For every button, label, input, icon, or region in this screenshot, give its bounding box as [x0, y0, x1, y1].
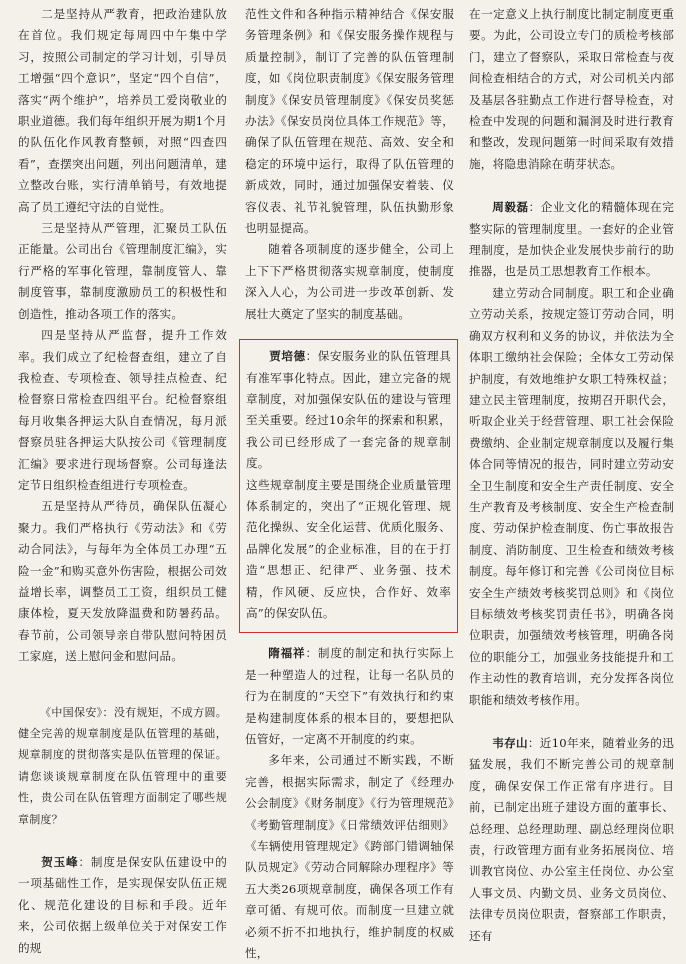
interview-question	[18, 702, 227, 830]
column-right	[469, 4, 674, 947]
paragraph: 在一定意义上执行制度比制定制度更重要。为此，公司设立专门的质检考核部门，建立了督察队，采取日常检查与夜间检查相结合的方式，对公司机关内部及基层各驻勤点工作进行督导检查，对检查中发现的问题和漏洞及时进行教育和整改，发现问题第一时间采取有效措施，将隐患消除在萌芽状态。	[469, 7, 674, 171]
speaker-name: 周毅磊	[492, 200, 529, 215]
paragraph: 三是坚持从严管理，汇聚员工队伍正能量。公司出台《管理制度汇编》，实行严格的军事化管理，靠制度管人、靠制度管事，靠制度激励员工的积极性和创造性，推动各项工作的落实。	[18, 221, 227, 321]
highlight-box	[239, 339, 458, 633]
paragraph: 随着各项制度的逐步健全，公司上上下下严格贯彻落实规章制度，使制度深入人心，为公司进一步改革创新、发展壮大奠定了坚实的制度基础。	[245, 242, 454, 321]
answer-text: ：制度是保安队伍建设中的一项基础性工作，是实现保安队伍正规化、规范化建设的目标和手段。近年来，公司依据上级单位关于对保安工作的规	[18, 855, 227, 955]
answer-text: ：企业文化的精髓体现在完整实际的管理制度里。一套好的企业管理制度，是加快企业发展快步前行的助推器，也是员工思想教育工作根本。	[469, 200, 674, 279]
paragraph: 多年来，公司通过不断实践，不断完善，根据实际需求，制定了《经理办公会制度》《财务制度》《行为管理规范》《考勤管理制度》《日常绩效评估细则》《车辆使用管理规定》《跨部门错调轴保队员规定》《劳动合同解除办理程序》等五大类26项规章制度，确保各项工作有章可循、有规可依。而制度一旦建立就必须不折不扣地执行，维护制度的权威性，	[245, 753, 454, 961]
paragraph: 范性文件和各种指示精神结合《保安服务管理条例》和《保安服务操作规程与质量控制》，制订了完善的队伍管理制度，如《岗位职责制度》《保安服务管理制度》《保安员管理制度》《保安员奖惩办法》《保安员岗位具体工作规范》等，确保了队伍管理在规范、高效、安全和稳定的环境中运行，取得了队伍管理的新成效，同时，通过加强保安着装、仪容仪表、礼节礼貌管理，队伍执勤形象也明显提高。	[245, 7, 454, 236]
answer-text: ：近10年来，随着业务的迅猛发展，我们不断完善公司的规章制度，确保安保工作正常有序进行。目前，已制定出班子建设方面的董事长、总经理、总经理助理、副总经理岗位职责，行政管理方面有业务拓展岗位、培训教官岗位、办公室主任岗位、办公室人事文员、内勤文员、业务文员岗位、法律专员岗位职责，督察部工作职责，还有	[469, 736, 674, 943]
speaker-name: 隋福祥	[268, 646, 306, 661]
speaker-name: 韦存山	[492, 736, 528, 750]
speaker-name: 贺玉峰	[41, 855, 79, 870]
answer-paragraph	[469, 733, 674, 947]
answer-paragraph	[469, 197, 674, 283]
question-text: 《中国保安》：没有规矩，不成方圆。健全完善的规章制度是队伍管理的基础，规章制度的贯彻落实是队伍管理的保证。请您谈谈规章制度在队伍管理中的重要性，贵公司在队伍管理方面制定了哪些规章制度？	[18, 705, 227, 826]
paragraph: 建立劳动合同制度。职工和企业确立劳动关系，按规定签订劳动合同，明确双方权利和义务的协议，并依法为全体职工缴纳社会保险；全体女工劳动保护制度，有效地维护女职工特殊权益；建立民主管理制度，按期召开职代会，听取企业关于经营管理、职工社会保险费缴纳、企业制定规章制度以及履行集体合同等情况的报告，同时建立劳动安全卫生制度和安全生产责任制度、安全生产教育及考核制度、安全生产检查制度、劳动保护检查制度、伤亡事故报告制度、消防制度、卫生检查和绩效考核制度。每年修订和完善《公司岗位目标安全生产绩效考核奖罚总则》和《岗位目标绩效考核奖罚责任书》，明确各岗位职责，加强绩效考核管理，明确各岗位的职能分工，加强业务技能提升和工作主动性的教育培训，充分发挥各岗位职能和绩效考核作用。	[469, 285, 674, 707]
paragraph: 五是坚持从严待员，确保队伍凝心聚力。我们严格执行《劳动法》和《劳动合同法》，与每年为全体员工办理“五险一金”和购买意外伤害险，根据公司效益增长率，调整员工工资，组织员工健康体检，夏天发放降温费和防暑药品。春节前，公司领导亲自带队慰问特困员工家庭，送上慰问金和慰问品。	[18, 499, 227, 664]
answer-paragraph	[246, 346, 451, 474]
paragraph: 二是坚持从严教育，把政治建队放在首位。我们规定每周四中午集中学习，按照公司制定的学习计划，引导员工增强“四个意识”，坚定“四个自信”，落实“两个维护”，培养员工爱岗敬业的职业道德。我们每年组织开展为期1个月的队伍化作风教育整顿，对照“四查四看”，查摆突出问题，列出问题清单，建立整改台账，实行清单销号，有效地提高了员工遵纪守法的自觉性。	[18, 7, 227, 214]
answer-paragraph	[18, 852, 227, 959]
paragraph: 这些规章制度主要是围绕企业质量管理体系制定的，突出了“正规化管理、规范化操纵、安全化运营、优质化服务、品牌化发展”的企业标准，目的在于打造“思想正、纪律严、业务强、技术精，作风硬、反应快，合作好、效率高”的保安队伍。	[246, 477, 451, 620]
answer-text: ：保安服务业的队伍管理具有准军事化特点。因此，建立完备的规章制度，对加强保安队伍的建设与管理至关重要。经过10余年的探索和积累，我公司已经形成了一套完备的规章制度。	[246, 349, 451, 471]
column-middle	[245, 4, 454, 964]
answer-text: ：制度的制定和执行实际上是一种塑造人的过程，让每一名队员的行为在制度的“天空下”有效执行和约束是构建制度体系的根本目的，要想把队伍管好，一定离不开制度的约束。	[245, 646, 454, 746]
column-left	[18, 4, 227, 959]
speaker-name: 贾培德	[269, 349, 306, 364]
answer-paragraph	[245, 643, 454, 750]
paragraph: 四是坚持从严监督，提升工作效率。我们成立了纪检督查组，建立了自我检查、专项检查、领导挂点检查、纪检督察日常检查四组平台。纪检督察组每月收集各押运大队自查情况，每月派督察员驻各押运大队按公司《管理制度汇编》要求进行现场督察。公司每逢法定节日组织检查组进行专项检查。	[18, 328, 227, 492]
